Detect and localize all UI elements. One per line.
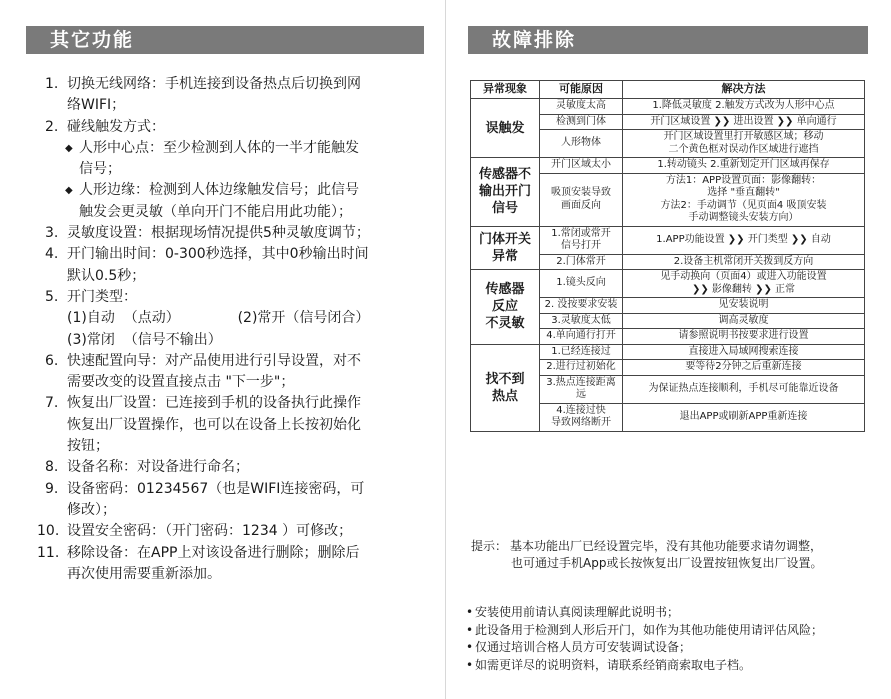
item-line: 按钮； bbox=[67, 438, 109, 455]
solution-line: 方法2：手动调节（见页面4 吸顶安装 bbox=[660, 199, 827, 211]
solution-line: 选择 "垂直翻转" bbox=[707, 187, 780, 198]
solution-line: 见手动换向（页面4）或进入功能设置 bbox=[660, 271, 827, 282]
cause-cell bbox=[540, 403, 623, 431]
item-line: 恢复出厂设置操作，也可以在设备上长按初始化 bbox=[67, 416, 361, 433]
phenomenon-line: 误触发 bbox=[485, 120, 525, 136]
item-line: 恢复出厂设置：已连接到手机的设备执行此操作 bbox=[67, 395, 361, 412]
tip-text bbox=[510, 538, 871, 572]
cause-cell bbox=[540, 329, 623, 345]
solution-line: 1.降低灵敏度 2.触发方式改为人形中心点 bbox=[652, 100, 835, 111]
table-row bbox=[471, 99, 865, 115]
solution-cell bbox=[623, 375, 865, 403]
phenomenon-cell bbox=[471, 99, 540, 158]
cause-cell bbox=[540, 130, 623, 158]
item-number: 1. bbox=[45, 76, 59, 92]
cause-cell bbox=[540, 344, 623, 360]
solution-line: 手动调整镜头安装方向） bbox=[688, 212, 799, 223]
phenomenon-line: 异常 bbox=[491, 248, 518, 264]
note-item bbox=[466, 639, 876, 657]
solution-cell bbox=[623, 313, 865, 329]
table-row bbox=[471, 226, 865, 254]
cause-cell bbox=[540, 298, 623, 314]
note-text: 此设备用于检测到人形后开门，如作为其他功能使用请评估风险； bbox=[475, 622, 824, 637]
phenomenon-line: 传感器不 bbox=[478, 167, 531, 183]
note-item bbox=[466, 622, 876, 640]
bullet-dot-icon: • bbox=[466, 657, 474, 672]
diamond-bullet-icon: ◆ bbox=[65, 185, 73, 197]
phenomenon-cell bbox=[471, 226, 540, 270]
cause-cell bbox=[540, 313, 623, 329]
item-line: 络WIFI； bbox=[67, 97, 126, 114]
function-item bbox=[45, 351, 407, 394]
troubleshooting-table bbox=[470, 80, 865, 432]
item-line: 快速配置向导：对产品使用进行引导设置，对不 bbox=[67, 352, 361, 369]
table-row bbox=[471, 158, 865, 174]
solution-line: 退出APP或刷新APP重新连接 bbox=[679, 410, 808, 422]
solution-line: 1.转动镜头 2.重新划定开门区域再保存 bbox=[657, 159, 830, 170]
function-item bbox=[45, 479, 407, 522]
section-title-other-functions: 其它功能 bbox=[26, 26, 424, 54]
phenomenon-line: 门体开关 bbox=[478, 231, 531, 247]
phenomenon-cell bbox=[471, 158, 540, 227]
cause-line: 画面反向 bbox=[561, 199, 601, 211]
diamond-bullet-icon: ◆ bbox=[65, 142, 73, 154]
item-number: 2. bbox=[45, 118, 59, 135]
solution-line: 2.设备主机常闭开关拨到反方向 bbox=[673, 255, 814, 267]
solution-line: 1.APP功能设置 ❯❯ 开门类型 ❯❯ 自动 bbox=[656, 233, 831, 245]
solution-cell bbox=[623, 403, 865, 431]
function-item bbox=[37, 543, 407, 586]
solution-cell bbox=[623, 114, 865, 130]
sub-item bbox=[45, 180, 407, 223]
cause-cell bbox=[540, 360, 623, 376]
cause-cell bbox=[540, 226, 623, 254]
cause-line: 1.常闭或常开 bbox=[551, 227, 611, 239]
phenomenon-line: 信号 bbox=[491, 201, 518, 217]
table-header: 解决方法 bbox=[623, 81, 865, 99]
cause-cell bbox=[540, 158, 623, 174]
phenomenon-line: 热点 bbox=[491, 388, 518, 404]
item-line: 需要改变的设置直接点击 "下一步"； bbox=[67, 374, 295, 391]
cause-line: 2. 没按要求安装 bbox=[544, 299, 618, 310]
notes-list bbox=[466, 604, 876, 674]
item-line: 再次使用需要重新添加。 bbox=[67, 565, 221, 582]
cause-cell bbox=[540, 99, 623, 115]
item-line: 移除设备：在APP上对该设备进行删除；删除后 bbox=[67, 544, 360, 561]
item-line: 设备密码：01234567（也是WIFI连接密码，可 bbox=[67, 480, 365, 497]
sub-item bbox=[45, 138, 407, 181]
item-number: 3. bbox=[45, 225, 59, 242]
item-line: 碰线触发方式： bbox=[67, 118, 165, 135]
item-line: 修改）； bbox=[67, 501, 116, 518]
item-number: 6. bbox=[45, 352, 59, 369]
table-header-row bbox=[471, 81, 865, 99]
function-item bbox=[45, 244, 407, 287]
cause-line: 人形物体 bbox=[561, 137, 601, 149]
item-number: 10. bbox=[37, 523, 60, 540]
solution-line: ❯❯ 影像翻转 ❯❯ 正常 bbox=[691, 283, 796, 295]
cause-line: 灵敏度太高 bbox=[556, 100, 606, 111]
phenomenon-line: 不灵敏 bbox=[485, 316, 525, 332]
cause-line: 4.连接过快 bbox=[556, 404, 606, 416]
bullet-dot-icon: • bbox=[466, 622, 474, 637]
cause-cell bbox=[540, 270, 623, 298]
table-row bbox=[471, 270, 865, 298]
sub-item-line: 触发会更灵敏（单向开门不能启用此功能）； bbox=[79, 203, 352, 220]
cause-line: 检测到门体 bbox=[556, 115, 606, 127]
item-number: 5. bbox=[45, 288, 59, 305]
table-header: 可能原因 bbox=[540, 81, 623, 99]
function-item bbox=[45, 74, 407, 117]
solution-line: 直接进入局域网搜索连接 bbox=[688, 345, 799, 357]
bullet-dot-icon: • bbox=[466, 640, 474, 654]
phenomenon-line: 输出开门 bbox=[478, 184, 531, 200]
function-item bbox=[45, 223, 407, 244]
solution-line: 开门区域设置 ❯❯ 进出设置 ❯❯ 单向通行 bbox=[650, 115, 837, 127]
phenomenon-line: 找不到 bbox=[485, 371, 525, 387]
phenomenon-cell bbox=[471, 344, 540, 431]
sub-item-line: 人形边缘：检测到人体边缘触发信号；此信号 bbox=[79, 182, 359, 199]
cause-line: 开门区域太小 bbox=[551, 159, 611, 170]
cause-line: 吸顶安装导致 bbox=[551, 187, 611, 198]
tip-line: 也可通过手机App或长按恢复出厂设置按钮恢复出厂设置。 bbox=[511, 556, 823, 570]
solution-cell bbox=[623, 298, 865, 314]
item-line: 灵敏度设置：根据现场情况提供5种灵敏度调节； bbox=[67, 225, 370, 242]
cause-line: 3.灵敏度太低 bbox=[551, 314, 611, 326]
cause-line: 4.单向通行打开 bbox=[546, 330, 616, 341]
item-line: 开门类型： bbox=[67, 288, 137, 305]
cause-cell bbox=[540, 254, 623, 270]
function-item bbox=[37, 521, 407, 542]
option-row: (3)常闭 （信号不输出） bbox=[67, 331, 222, 348]
solution-cell bbox=[623, 99, 865, 115]
cause-line: 2.门体常开 bbox=[556, 255, 606, 267]
tip-line: 基本功能出厂已经设置完毕，没有其他功能要求请勿调整， bbox=[510, 539, 823, 553]
solution-line: 开门区域设置里打开敏感区域；移动 bbox=[663, 131, 824, 142]
solution-cell bbox=[623, 254, 865, 270]
sub-item-line: 人形中心点：至少检测到人体的一半才能触发 bbox=[79, 139, 359, 156]
tip-label: 提示： bbox=[471, 539, 508, 553]
table-row bbox=[471, 344, 865, 360]
cause-line: 2.进行过初始化 bbox=[546, 361, 616, 372]
table-header: 异常现象 bbox=[471, 81, 540, 99]
solution-cell bbox=[623, 344, 865, 360]
function-item bbox=[45, 287, 407, 308]
option-row: (1)自动 （点动） (2)常开（信号闭合） bbox=[67, 310, 370, 327]
bullet-dot-icon: • bbox=[466, 605, 474, 619]
cause-cell bbox=[540, 173, 623, 226]
right-page bbox=[446, 0, 891, 699]
note-text: 仅通过培训合格人员方可安装调试设备； bbox=[475, 640, 692, 654]
solution-line: 为保证热点连接顺利，手机尽可能靠近设备 bbox=[648, 382, 839, 394]
solution-line: 调高灵敏度 bbox=[718, 314, 769, 326]
item-line: 默认0.5秒； bbox=[67, 267, 146, 284]
item-line: 切换无线网络：手机连接到设备热点后切换到网 bbox=[67, 76, 361, 92]
solution-cell bbox=[623, 158, 865, 174]
cause-line: 3.热点连接距离远 bbox=[546, 376, 616, 400]
solution-cell bbox=[623, 226, 865, 254]
cause-cell bbox=[540, 114, 623, 130]
item-line: 设置安全密码：（开门密码：1234 ）可修改； bbox=[67, 523, 353, 540]
tip-block bbox=[471, 538, 871, 572]
function-item bbox=[45, 393, 407, 457]
cause-line: 导致网络断开 bbox=[551, 417, 611, 428]
cause-line: 1.已经连接过 bbox=[551, 345, 611, 357]
item-line: 设备名称：对设备进行命名； bbox=[67, 459, 249, 476]
phenomenon-line: 反应 bbox=[491, 299, 518, 315]
section-title-troubleshooting: 故障排除 bbox=[468, 26, 868, 54]
phenomenon-line: 传感器 bbox=[485, 282, 525, 298]
cause-cell bbox=[540, 375, 623, 403]
item-number: 8. bbox=[45, 459, 59, 476]
left-page bbox=[0, 0, 445, 699]
item-number: 7. bbox=[45, 395, 59, 412]
note-text: 如需更详尽的说明资料，请联系经销商索取电子档。 bbox=[475, 657, 752, 672]
item-line: 开门输出时间：0-300秒选择，其中0秒输出时间 bbox=[67, 246, 369, 263]
item-number: 9. bbox=[45, 480, 59, 497]
item-number: 4. bbox=[45, 246, 59, 263]
solution-cell bbox=[623, 329, 865, 345]
function-item bbox=[45, 457, 407, 478]
cause-line: 1.镜头反向 bbox=[556, 277, 606, 289]
solution-line: 见安装说明 bbox=[718, 299, 769, 310]
solution-cell bbox=[623, 130, 865, 158]
solution-cell bbox=[623, 270, 865, 298]
solution-line: 要等待2分钟之后重新连接 bbox=[685, 361, 802, 372]
cause-line: 信号打开 bbox=[561, 240, 601, 251]
note-item bbox=[466, 657, 876, 675]
solution-line: 请参照说明书按要求进行设置 bbox=[678, 330, 809, 341]
function-item bbox=[45, 117, 407, 138]
note-text: 安装使用前请认真阅读理解此说明书； bbox=[475, 605, 680, 619]
phenomenon-cell bbox=[471, 270, 540, 345]
solution-cell bbox=[623, 360, 865, 376]
solution-line: 二个黄色框对误动作区域进行遮挡 bbox=[668, 143, 819, 155]
solution-cell bbox=[623, 173, 865, 226]
item-number: 11. bbox=[37, 544, 60, 561]
function-list bbox=[37, 74, 407, 585]
note-item bbox=[466, 604, 876, 622]
sub-item-line: 信号； bbox=[79, 161, 121, 178]
solution-line: 方法1：APP设置页面：影像翻转： bbox=[665, 174, 822, 186]
